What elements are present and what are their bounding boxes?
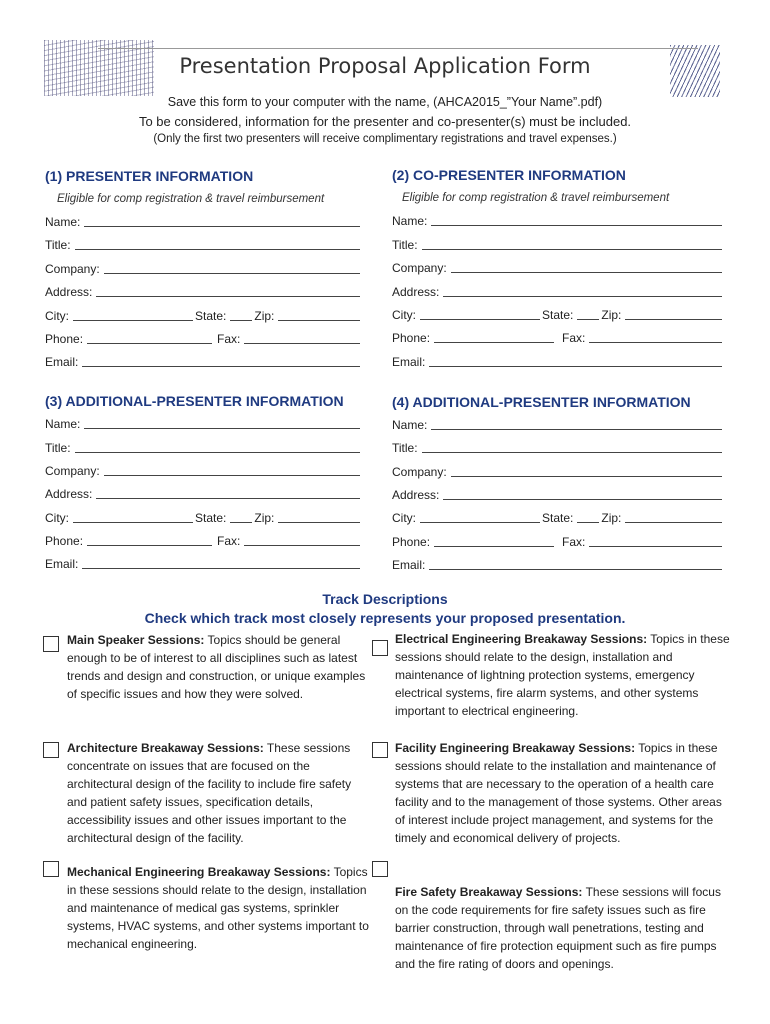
track-facility (395, 739, 725, 847)
s4-city-row (392, 511, 722, 525)
s4-phone-input[interactable] (434, 545, 554, 547)
section-1-title: (1) PRESENTER INFORMATION (45, 168, 254, 184)
state-label: State: (542, 308, 574, 322)
track-desc: Topics in these sessions should relate to the installation and maintenance of systems that are necessary to the operation of a health care facility and to the management of those systems. Other areas of interest include project management, and systems for the timely and economical delivery of projects. (395, 741, 722, 845)
s1-title-field (45, 238, 360, 252)
s3-phone-input[interactable] (87, 544, 212, 546)
s1-state-input[interactable] (230, 319, 252, 321)
s4-name-input[interactable] (431, 428, 722, 430)
phone-label: Phone: (392, 535, 431, 549)
name-label: Name: (45, 215, 81, 229)
s4-email-field (392, 558, 722, 572)
s1-title-input[interactable] (75, 248, 360, 250)
company-label: Company: (45, 262, 100, 276)
header-rule (98, 48, 698, 49)
s4-phone-row (392, 535, 722, 549)
page-title: Presentation Proposal Application Form (179, 54, 591, 78)
s2-phone-row (392, 331, 722, 345)
s3-city-input[interactable] (73, 521, 193, 523)
address-label: Address: (392, 285, 440, 299)
s1-phone-input[interactable] (87, 342, 212, 344)
address-label: Address: (45, 487, 93, 501)
s3-company-field (45, 464, 360, 478)
s2-company-field (392, 261, 722, 275)
section-2-title: (2) CO-PRESENTER INFORMATION (392, 167, 626, 183)
state-label: State: (195, 309, 227, 323)
s1-fax-input[interactable] (244, 342, 360, 344)
zip-label: Zip: (601, 511, 622, 525)
track-desc: Topics should be general enough to be of interest to all disciplines such as latest trends and design and construction, or unique examples of specific issues and how they were solved. (67, 633, 366, 701)
email-label: Email: (45, 355, 79, 369)
name-label: Name: (392, 418, 428, 432)
s3-zip-input[interactable] (278, 521, 360, 523)
zip-label: Zip: (601, 308, 622, 322)
s3-email-field (45, 557, 360, 571)
s2-zip-input[interactable] (625, 318, 722, 320)
section-1-eligible-note: Eligible for comp registration & travel reimbursement (57, 193, 325, 205)
track-electrical (395, 630, 730, 720)
track-name: Mechanical Engineering Breakaway Sessions: (67, 865, 331, 879)
s1-city-input[interactable] (73, 319, 193, 321)
title-label: Title: (45, 238, 71, 252)
s3-address-field (45, 487, 360, 501)
track-name: Facility Engineering Breakaway Sessions: (395, 741, 636, 755)
company-label: Company: (392, 261, 447, 275)
track-facility-checkbox[interactable] (372, 742, 388, 758)
fax-label: Fax: (562, 535, 586, 549)
track-mechanical (67, 863, 372, 953)
company-label: Company: (392, 465, 447, 479)
address-label: Address: (392, 488, 440, 502)
s4-name-field (392, 418, 722, 432)
company-label: Company: (45, 464, 100, 478)
title-label: Title: (392, 441, 418, 455)
s2-name-field (392, 214, 722, 228)
s2-city-input[interactable] (420, 318, 540, 320)
s4-email-input[interactable] (429, 568, 722, 570)
intro-requirement: To be considered, information for the presenter and co-presenter(s) must be included. (138, 114, 632, 129)
track-name: Fire Safety Breakaway Sessions: (395, 885, 583, 899)
city-label: City: (392, 308, 416, 322)
s1-company-input[interactable] (104, 272, 360, 274)
s4-address-field (392, 488, 722, 502)
s3-name-input[interactable] (84, 427, 360, 429)
s2-city-row (392, 308, 722, 322)
intro-save-instructions: Save this form to your computer with the name, (AHCA2015_”Your Name”.pdf) (167, 95, 603, 109)
s3-state-input[interactable] (230, 521, 252, 523)
s3-address-input[interactable] (96, 497, 360, 499)
email-label: Email: (392, 558, 426, 572)
s1-company-field (45, 262, 360, 276)
s2-email-input[interactable] (429, 365, 722, 367)
zip-label: Zip: (254, 511, 275, 525)
s1-name-input[interactable] (84, 225, 360, 227)
track-name: Electrical Engineering Breakaway Sessions: (395, 632, 648, 646)
phone-label: Phone: (45, 534, 84, 548)
s2-address-field (392, 285, 722, 299)
s3-title-input[interactable] (75, 451, 360, 453)
s3-city-row (45, 511, 360, 525)
fax-label: Fax: (217, 534, 241, 548)
s3-fax-input[interactable] (244, 544, 360, 546)
s4-fax-input[interactable] (589, 545, 722, 547)
fax-label: Fax: (562, 331, 586, 345)
s1-address-input[interactable] (96, 295, 360, 297)
s2-address-input[interactable] (443, 295, 722, 297)
s4-title-input[interactable] (422, 451, 722, 453)
track-electrical-checkbox[interactable] (372, 640, 388, 656)
s2-title-input[interactable] (422, 248, 722, 250)
track-desc: Topics in these sessions should relate to the design, installation and maintenance of medical gas systems, sprinkler systems, HVAC systems, and other systems important to mechanical engineering. (67, 865, 369, 951)
phone-label: Phone: (392, 331, 431, 345)
email-label: Email: (45, 557, 79, 571)
name-label: Name: (45, 417, 81, 431)
track-desc: Topics in these sessions should relate to the design, installation and maintenance of lightning protection systems, emergency electrical systems, fire alarm systems, and other systems important to electrical engineering. (395, 632, 730, 718)
state-label: State: (542, 511, 574, 525)
s3-phone-row (45, 534, 360, 548)
track-mechanical-checkbox[interactable] (43, 861, 59, 877)
s4-company-input[interactable] (451, 475, 722, 477)
s3-company-input[interactable] (104, 474, 360, 476)
s2-title-field (392, 238, 722, 252)
s4-zip-input[interactable] (625, 521, 722, 523)
section-3-title: (3) ADDITIONAL-PRESENTER INFORMATION (45, 393, 344, 409)
s1-address-field (45, 285, 360, 299)
s4-address-input[interactable] (443, 498, 722, 500)
track-architecture-checkbox[interactable] (43, 742, 59, 758)
s2-fax-input[interactable] (589, 341, 722, 343)
track-desc: These sessions will focus on the code requirements for fire safety issues such as fire barrier construction, through wall penetrations, testing and maintenance of fire protection equipment such as fire pumps and the fire rating of doors and openings. (395, 885, 721, 971)
title-label: Title: (392, 238, 418, 252)
s1-email-field (45, 355, 360, 369)
intro-note: (Only the first two presenters will receive complimentary registrations and travel expenses.) (153, 133, 617, 145)
section-2-eligible-note: Eligible for comp registration & travel reimbursement (402, 192, 670, 204)
track-desc: These sessions concentrate on issues that are focused on the architectural design of the facility to include fire safety and patient safety issues, specification details, accessibility issues and other issues important to the architectural design of the facility. (67, 741, 352, 845)
title-label: Title: (45, 441, 71, 455)
track-main-speaker-checkbox[interactable] (43, 636, 59, 652)
city-label: City: (392, 511, 416, 525)
fax-label: Fax: (217, 332, 241, 346)
track-fire-safety (395, 883, 730, 973)
section-4-title: (4) ADDITIONAL-PRESENTER INFORMATION (392, 394, 691, 410)
track-name: Architecture Breakaway Sessions: (67, 741, 264, 755)
s3-name-field (45, 417, 360, 431)
s1-phone-row (45, 332, 360, 346)
state-label: State: (195, 511, 227, 525)
city-label: City: (45, 511, 69, 525)
s1-email-input[interactable] (82, 365, 360, 367)
s4-city-input[interactable] (420, 521, 540, 523)
s1-zip-input[interactable] (278, 319, 360, 321)
s4-title-field (392, 441, 722, 455)
track-name: Main Speaker Sessions: (67, 633, 205, 647)
track-subheading: Check which track most closely represents your proposed presentation. (144, 610, 626, 626)
zip-label: Zip: (254, 309, 275, 323)
s2-name-input[interactable] (431, 224, 722, 226)
track-heading: Track Descriptions (322, 591, 448, 607)
s2-email-field (392, 355, 722, 369)
s1-city-row (45, 309, 360, 323)
s3-title-field (45, 441, 360, 455)
track-architecture (67, 739, 367, 847)
address-label: Address: (45, 285, 93, 299)
track-main-speaker (67, 631, 367, 703)
track-fire-safety-checkbox[interactable] (372, 861, 388, 877)
city-label: City: (45, 309, 69, 323)
s1-name-field (45, 215, 360, 229)
s4-state-input[interactable] (577, 521, 599, 523)
name-label: Name: (392, 214, 428, 228)
s4-company-field (392, 465, 722, 479)
s2-company-input[interactable] (451, 271, 722, 273)
email-label: Email: (392, 355, 426, 369)
s3-email-input[interactable] (82, 567, 360, 569)
s2-phone-input[interactable] (434, 341, 554, 343)
phone-label: Phone: (45, 332, 84, 346)
s2-state-input[interactable] (577, 318, 599, 320)
